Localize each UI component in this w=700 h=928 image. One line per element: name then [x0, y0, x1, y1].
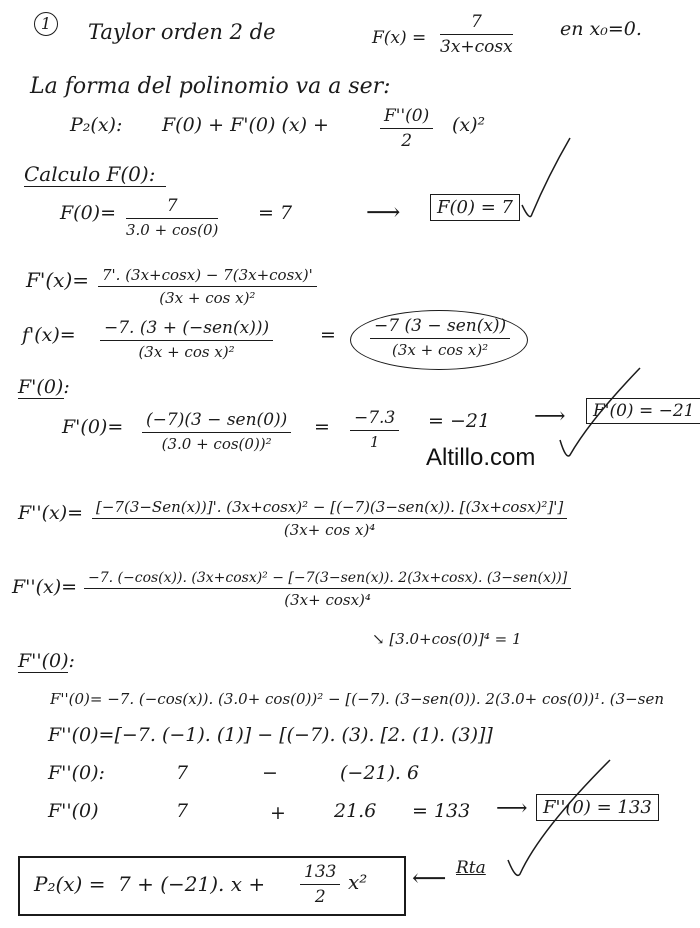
fprime-line1-lhs: F'(x)= — [26, 268, 90, 292]
f2-line3-b: (−21). 6 — [340, 762, 420, 784]
answer-arrow: ⟵ — [412, 864, 447, 892]
function-numerator: 7 — [440, 12, 513, 35]
check-mark-f1 — [560, 368, 640, 456]
expansion-point: en x₀=0. — [560, 18, 642, 40]
f0-num: 7 — [126, 196, 218, 219]
answer-terms: 7 + (−21). x + — [118, 872, 266, 896]
f2-line3-lhs: F''(0): — [48, 762, 105, 784]
f2-line2: F''(0)=[−7. (−1). (1)] − [(−7). (3). [2. (1). (3)]] — [48, 724, 493, 746]
f1-mid-num: −7.3 — [350, 408, 399, 431]
intro-text: La forma del polinomio va a ser: — [30, 74, 391, 99]
answer-tail: x² — [348, 870, 368, 894]
check-mark-f0 — [522, 138, 570, 217]
fsecond-line1-num: [−7(3−Sen(x))]'. (3x+cosx)² − [(−7)(3−sen(x)). [(3x+cosx)²]'] — [92, 498, 567, 519]
f2-heading: F''(0): — [18, 650, 75, 672]
fsecond-line1-den: (3x+ cos x)⁴ — [283, 521, 376, 539]
answer-frac-den: 2 — [314, 887, 326, 907]
problem-title: Taylor orden 2 de — [88, 20, 276, 44]
f0-den: 3.0 + cos(0) — [126, 221, 219, 239]
fprime-line1-den: (3x + cos x)² — [159, 289, 256, 307]
f1-num: (−7)(3 − sen(0)) — [142, 410, 291, 433]
f0-lhs: F(0)= — [60, 202, 117, 224]
f1-result-box: F'(0) = −21 — [586, 398, 700, 424]
fsecond-line2-den: (3x+ cosx)⁴ — [284, 591, 371, 609]
f2-result-box: F''(0) = 133 — [536, 794, 659, 821]
fsecond-line2-lhs: F''(x)= — [12, 576, 78, 598]
fprime-result-den: (3x + cos x)² — [392, 341, 489, 359]
f1-eq2: = −21 — [428, 410, 491, 432]
fsecond-line1-lhs: F''(x)= — [18, 502, 84, 524]
f0-result-box: F(0) = 7 — [430, 194, 520, 221]
f2-line4-lhs: F''(0) — [48, 800, 99, 822]
f2-line1: F''(0)= −7. (−cos(x)). (3.0+ cos(0))² − [(−7). (3−sen(0)). 2(3.0+ cos(0))¹. (3−sen — [50, 692, 664, 707]
poly-form-tail: (x)² — [452, 114, 486, 136]
function-label: F(x) = — [372, 28, 427, 48]
check-mark-f2 — [508, 760, 610, 875]
fprime-eq: = — [320, 324, 336, 346]
poly-form-terms: F(0) + F'(0) (x) + — [162, 114, 329, 136]
f1-arrow: ⟶ — [534, 404, 566, 429]
f1-mid-den: 1 — [369, 433, 380, 451]
f2-line4-b: 21.6 — [334, 800, 377, 822]
f2-line4-eq: = 133 — [412, 800, 471, 822]
answer-frac-num: 133 — [300, 862, 340, 885]
fprime-result-num: −7 (3 − sen(x)) — [370, 316, 510, 339]
f2-line3-a: 7 — [176, 762, 189, 784]
fsecond-line2-num: −7. (−cos(x)). (3x+cosx)² − [−7(3−sen(x)). 2(3x+cosx). (3−sen(x))] — [84, 570, 571, 589]
fprime-line2-num: −7. (3 + (−sen(x))) — [100, 318, 273, 341]
poly-form-lhs: P₂(x): — [70, 114, 123, 136]
f1-eq1: = — [314, 416, 330, 438]
fprime-line2-den: (3x + cos x)² — [138, 343, 235, 361]
watermark: Altillo.com — [426, 444, 536, 471]
answer-lhs: P₂(x) = — [34, 872, 106, 896]
fsecond-note: ↘ [3.0+cos(0)]⁴ = 1 — [372, 630, 522, 648]
function-denominator: 3x+cosx — [440, 37, 513, 57]
f1-den: (3.0 + cos(0))² — [161, 435, 272, 453]
f0-heading: Calculo F(0): — [24, 162, 156, 186]
problem-number: 1 — [34, 12, 58, 36]
f0-arrow: ⟶ — [366, 198, 401, 226]
f2-line4-a: 7 — [176, 800, 189, 822]
f2-line3-op: − — [262, 762, 278, 784]
f1-lhs: F'(0)= — [62, 416, 124, 438]
poly-form-frac-num: F''(0) — [380, 106, 433, 129]
f2-arrow: ⟶ — [496, 796, 528, 821]
poly-form-frac-den: 2 — [401, 131, 413, 151]
fprime-line2-lhs: f'(x)= — [22, 324, 76, 346]
f0-eq: = 7 — [258, 202, 293, 224]
f1-heading: F'(0): — [18, 376, 70, 398]
answer-label: Rta — [456, 858, 486, 878]
f2-line4-op: + — [270, 802, 286, 824]
fprime-line1-num: 7'. (3x+cosx) − 7(3x+cosx)' — [98, 266, 317, 287]
